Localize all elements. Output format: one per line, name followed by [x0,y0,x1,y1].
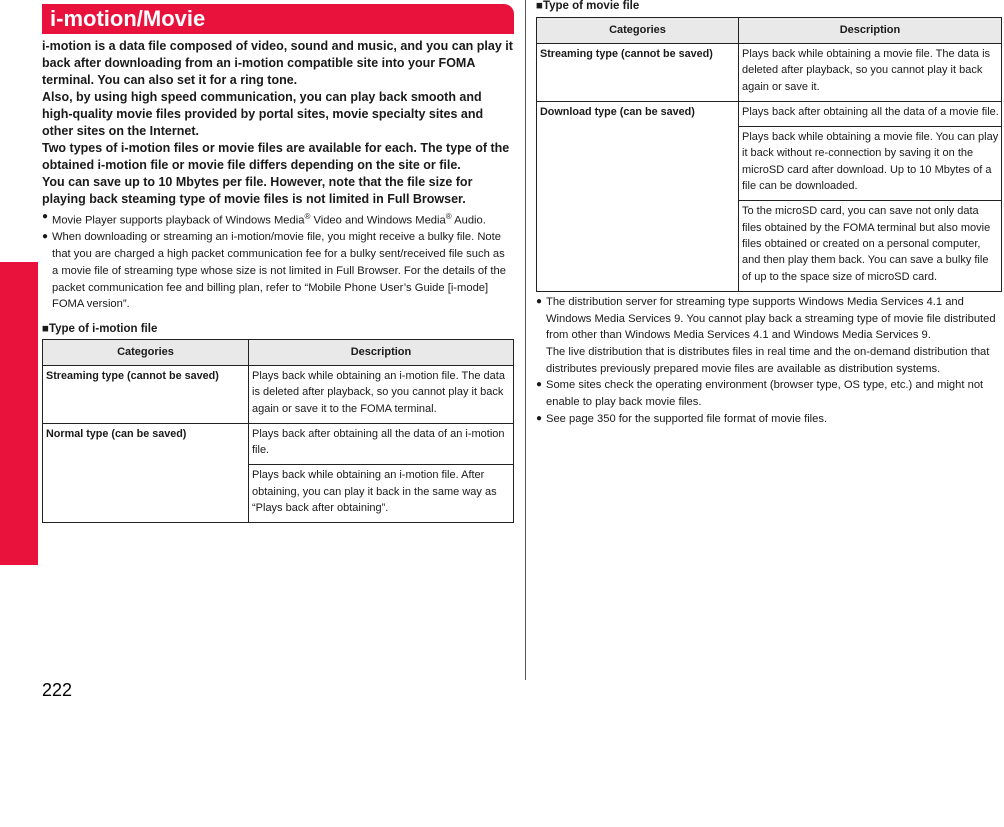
note-text: The live distribution that is distributes files in real time and the on-demand distribution that distributes previously prepared movie files are available as distribution systems. [546,345,990,375]
column-header: Categories [43,339,249,365]
description-cell: Plays back after obtaining all the data of a movie file. [739,101,1002,126]
description-cell: Plays back after obtaining all the data of an i-motion file. [249,423,514,465]
intro-paragraph: i-motion is a data file composed of video, sound and music, and you can play it back after downloading from an i-motion compatible site into your FOMA terminal. You can also set it for a ring tone. [42,39,513,87]
category-cell: Streaming type (cannot be saved) [537,44,739,102]
movie-type-table [536,17,1002,292]
description-cell: Plays back while obtaining a movie file. You can play it back without re-connection by saving it on the microSD card after download. Up to 10 Mbytes of a file can be downloaded. [739,127,1002,201]
bullet-icon: ● [536,295,543,307]
table-row [537,101,1002,126]
intro-text [42,38,514,208]
table-header-row [43,339,514,365]
note-text: Audio. [451,214,486,227]
note-text: See page 350 for the supported file format of movie files. [546,412,828,425]
intro-paragraph: You can save up to 10 Mbytes per file. However, note that the file size for playing back steaming type of movie files is not limited in Full Browser. [42,175,473,206]
intro-paragraph: Two types of i-motion files or movie files are available for each. The type of the obtained i-motion file or movie file differs depending on the site or file. [42,141,510,172]
note-item [536,294,1002,378]
note-item [536,411,1002,428]
bullet-icon: ● [42,231,49,243]
intro-paragraph: Also, by using high speed communication, you can play back smooth and high-quality movie files provided by portal sites, movie specialty sites and other sites on the Internet. [42,90,484,138]
imotion-type-table [42,339,514,523]
column-header: Description [739,18,1002,44]
note-item [42,209,514,229]
note-item [536,377,1002,410]
left-column [42,4,514,523]
table-row [537,44,1002,102]
column-header: Description [249,339,514,365]
note-text: Some sites check the operating environment (browser type, OS type, etc.) and might not enable to play back movie files. [546,379,984,409]
description-cell: Plays back while obtaining a movie file. The data is deleted after playback, so you cannot play it back again or save it. [739,44,1002,102]
column-header: Categories [537,18,739,44]
movie-table-heading: ■Type of movie file [536,0,640,12]
column-divider [525,0,526,680]
note-text: Movie Player supports playback of Windows Media [52,214,305,227]
table-row [43,423,514,465]
note-text: The distribution server for streaming type supports Windows Media Services 4.1 and Windows Media Services 9. You cannot play back a streaming type of movie file distributed from other than Windows Media Services 4.1 and Windows Media Services 9. [546,295,996,342]
section-title: i-motion/Movie [50,6,206,31]
right-column [536,0,1002,427]
note-item [42,229,514,313]
table-row [43,365,514,423]
bullet-icon: ● [536,379,543,391]
note-text: Video and Windows Media [310,214,446,227]
side-chapter-tab [0,262,38,827]
bullet-icon: ● [42,211,49,222]
registered-mark: ® [304,212,311,221]
section-title-bar [42,4,514,34]
description-cell: To the microSD card, you can save not only data files obtained by the FOMA terminal but also movie files obtained or created on a personal computer, and then play them back. You can save a bulky file of up to the space size of microSD card. [739,201,1002,291]
side-chapter-label: i-motion/Movie/i-Channel/i-concier [14,598,30,827]
bullet-icon: ● [536,412,543,424]
category-cell: Download type (can be saved) [537,101,739,291]
category-cell: Streaming type (cannot be saved) [43,365,249,423]
note-text: When downloading or streaming an i-motion/movie file, you might receive a bulky file. Note that you are charged a high packet communication fee for a bulky sent/received file such as a movie file of streaming type whose size is not limited in Full Browser. For the details of the packet communication fee and billing plan, refer to “Mobile Phone User’s Guide [i-mode] FOMA version”. [52,231,506,311]
category-cell: Normal type (can be saved) [43,423,249,522]
registered-mark: ® [445,212,452,221]
description-cell: Plays back while obtaining an i-motion file. After obtaining, you can play it back in the same way as “Plays back after obtaining”. [249,465,514,523]
imotion-table-heading: ■Type of i-motion file [42,322,158,335]
description-cell: Plays back while obtaining an i-motion file. The data is deleted after playback, so you cannot play it back again or save it to the FOMA terminal. [249,365,514,423]
left-notes [42,209,514,313]
right-notes [536,294,1002,428]
page-number: 222 [42,680,73,700]
table-header-row [537,18,1002,44]
